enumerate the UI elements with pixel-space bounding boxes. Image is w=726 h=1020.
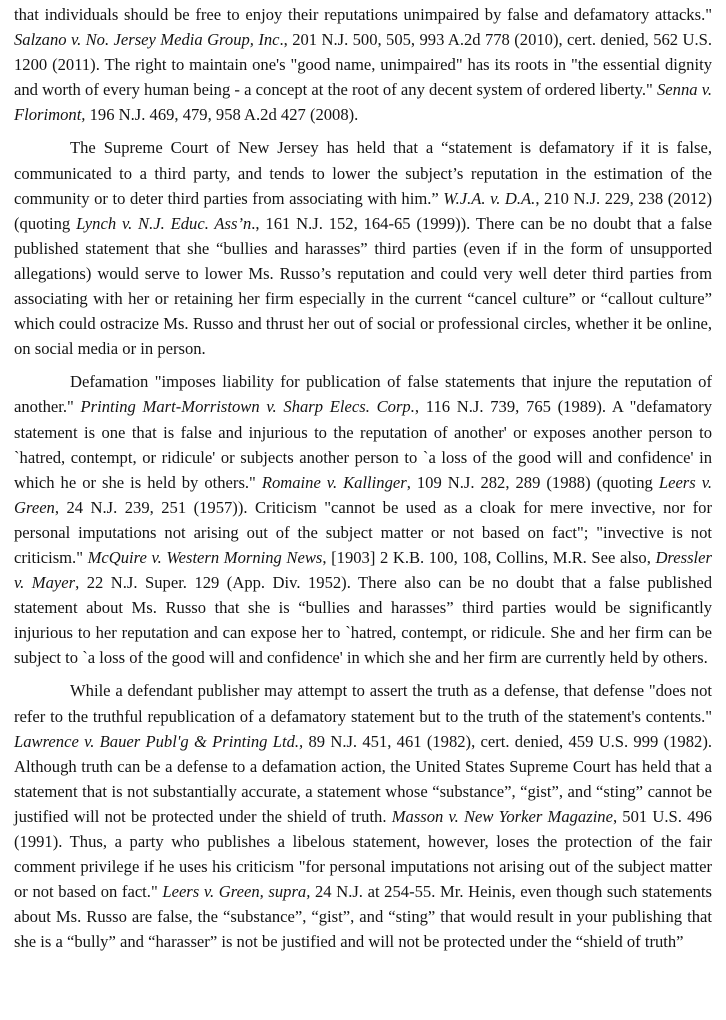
paragraph-text: , 24 N.J. 239, 251 (1957)). Criticism "cannot be used as a cloak for mere invective, nor for personal imputations not arising out of the subject matter or not based on fact"; "invective is not criticism." xyxy=(14,497,712,567)
paragraph-text: , 210 N.J. 229, 238 (2012) (quoting xyxy=(14,188,712,233)
case-citation: Romaine v. Kallinger xyxy=(261,472,407,492)
case-citation: McQuire v. Western Morning News xyxy=(87,547,323,567)
paragraph-text: , 116 N.J. 739, 765 (1989). A "defamatory statement is one that is false and injurious to the reputation of another' or exposes another person to `hatred, contempt, or ridicule' or subjects another person to `a loss of the good will and confidence' in which he or she is held by others." xyxy=(14,397,712,492)
paragraph-text: , 501 U.S. 496 (1991). Thus, a party who publishes a libelous statement, however, loses the protection of the fair comment privilege if he uses his criticism "for personal imputations not arising out of the subject matter or not based on fact." xyxy=(14,806,712,902)
paragraph xyxy=(14,135,712,361)
case-citation: Printing Mart-Morristown v. Sharp Elecs. Corp. xyxy=(80,397,415,417)
paragraph-text: that individuals should be free to enjoy their reputations unimpaired by false and defamatory attacks." xyxy=(14,5,712,24)
paragraph-text: , 109 N.J. 282, 289 (1988) (quoting xyxy=(406,472,659,492)
paragraph-text: , [1903] 2 K.B. 100, 108, Collins, M.R. See also, xyxy=(322,547,656,567)
paragraph-text: ., 201 N.J. 500, 505, 993 A.2d 778 (2010), cert. denied, 562 U.S. 1200 (2011). The right to maintain one's "good name, unimpaired" has its roots in "the essential dignity and worth of every human being - a concept at the root of any decent system of ordered liberty." xyxy=(14,30,712,100)
paragraph-text: The Supreme Court of New Jersey has held that a “statement is defamatory if it is false, communicated to a third party, and tends to lower the subject’s reputation in the estimation of the community or to deter third parties from associating with him.” xyxy=(14,138,712,208)
case-citation: Masson v. New Yorker Magazine xyxy=(391,806,613,826)
paragraph-text: 196 N.J. 469, 479, 958 A.2d 427 (2008). xyxy=(85,105,359,125)
case-citation: W.J.A. v. D.A. xyxy=(443,188,536,208)
document-body xyxy=(14,2,712,954)
paragraph-text: While a defendant publisher may attempt to assert the truth as a defense, that defense "does not refer to the truthful republication of a defamatory statement but to the truth of the statement's contents." xyxy=(14,681,712,726)
paragraph-text: Defamation "imposes liability for publication of false statements that injure the reputation of another." xyxy=(14,372,712,417)
paragraph-text: 24 N.J. at 254-55. Mr. Heinis, even though such statements about Ms. Russo are false, the “substance”, “gist”, and “sting” that would result in your publishing that she is a “bully” and “harasser” is not be justified and will not be protected under the “shield of truth” xyxy=(14,882,712,952)
case-citation: Leers v. Green, supra, xyxy=(162,882,311,902)
paragraph xyxy=(14,678,712,954)
case-citation: Senna v. Florimont, xyxy=(14,80,712,125)
paragraph xyxy=(14,369,712,670)
case-citation: Leers v. Green xyxy=(14,472,712,517)
paragraph xyxy=(14,2,712,127)
paragraph-text: 89 N.J. 451, 461 (1982), cert. denied, 459 U.S. 999 (1982). Although truth can be a defense to a defamation action, the United States Supreme Court has held that a statement that is not substantially accurate, a statement whose “substance”, “gist”, and “sting” cannot be justified will not be protected under the shield of truth. xyxy=(14,731,712,826)
case-citation: Lawrence v. Bauer Publ'g & Printing Ltd., xyxy=(14,731,304,751)
case-citation: Salzano v. No. Jersey Media Group, Inc xyxy=(14,30,280,50)
paragraph-text: , 22 N.J. Super. 129 (App. Div. 1952). There also can be no doubt that a false published statement about Ms. Russo that she is “bullies and harasses” third parties would be significantly injurious to her reputation and can expose her to `hatred, contempt, or ridicule. She and her firm can be subject to `a loss of the good will and confidence' in which she and her firm are currently held by others. xyxy=(14,573,712,668)
case-citation: Lynch v. N.J. Educ. Ass’n xyxy=(76,213,252,233)
case-citation: Dressler v. Mayer xyxy=(14,547,712,593)
paragraph-text: ., 161 N.J. 152, 164-65 (1999)). There can be no doubt that a false published statement that she “bullies and harasses” third parties (even if in the form of unsupported allegations) would serve to lower Ms. Russo’s reputation and could very well deter third parties from associating with her or retaining her firm especially in the current “cancel culture” or “callout culture” which could ostracize Ms. Russo and thrust her out of social or professional circles, whether it be online, on social media or in person. xyxy=(14,213,712,359)
